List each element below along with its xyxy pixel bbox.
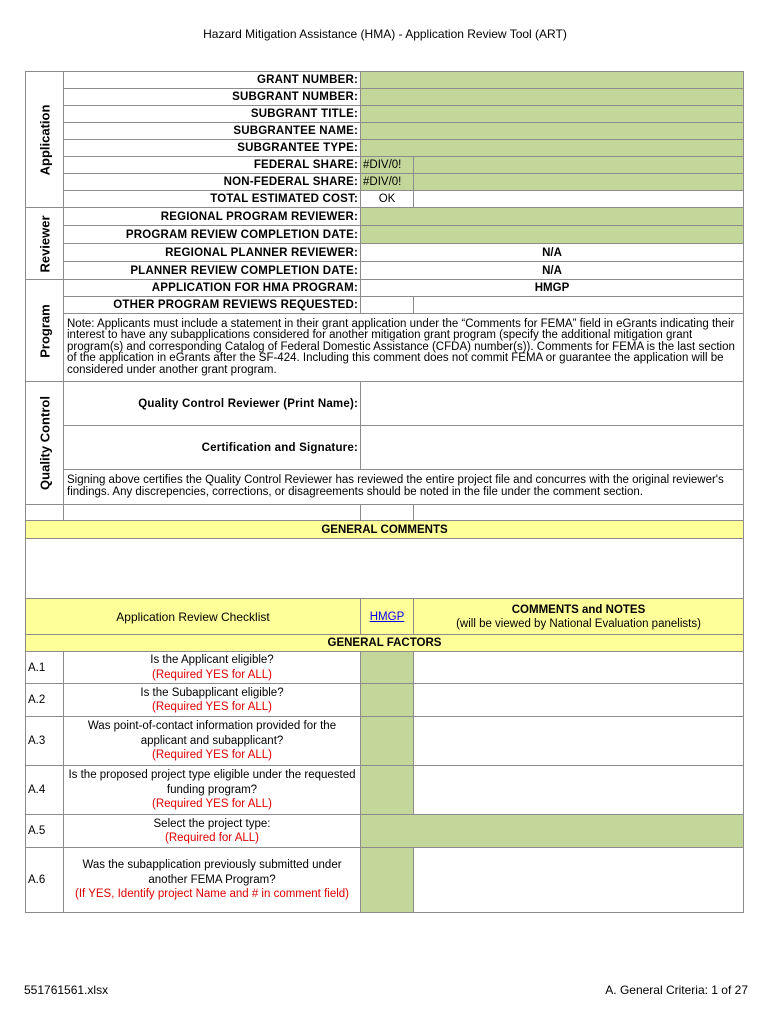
qc-reviewer-label: Quality Control Reviewer (Print Name): [64,382,361,426]
planner-review-date-value: N/A [361,262,744,280]
item-id: A.5 [26,815,64,848]
planner-review-date-label: PLANNER REVIEW COMPLETION DATE: [64,262,361,280]
checklist-header: Application Review Checklist [26,599,361,635]
item-id: A.4 [26,766,64,815]
federal-share-value: #DIV/0! [361,157,414,174]
checklist-program-cell [361,599,414,635]
program-review-date-field[interactable] [361,226,744,244]
item-id: A.1 [26,652,64,684]
qc-certify-text: Signing above certifies the Quality Control Reviewer has reviewed the entire project file and concurres with the original reviewer's findings. Any discrepencies, corrections, or disagreements should be noted in the file under the comment section. [64,470,744,505]
qc-reviewer-field[interactable] [361,382,744,426]
spacer-cell-4 [414,505,744,521]
checklist-row [26,717,744,766]
checklist-row [26,815,744,848]
checklist-row [26,848,744,913]
subgrantee-name-field[interactable] [361,123,744,140]
item-comment-field[interactable] [414,766,744,815]
regional-planner-reviewer-value: N/A [361,244,744,262]
subgrant-number-label: SUBGRANT NUMBER: [64,89,361,106]
checklist-row [26,652,744,684]
item-id: A.3 [26,717,64,766]
item-answer-field[interactable] [361,684,414,717]
general-factors-header: GENERAL FACTORS [26,635,744,652]
checklist-row [26,766,744,815]
section-application: Application [26,72,64,208]
item-comment-field[interactable] [414,652,744,684]
non-federal-share-extra [414,174,744,191]
subgrantee-name-label: SUBGRANTEE NAME: [64,123,361,140]
item-comment-field[interactable] [414,684,744,717]
item-id: A.2 [26,684,64,717]
subgrantee-type-label: SUBGRANTEE TYPE: [64,140,361,157]
footer-page-number: A. General Criteria: 1 of 27 [605,983,748,997]
regional-program-reviewer-field[interactable] [361,208,744,226]
project-type-select[interactable] [361,815,744,848]
item-question: Is the proposed project type eligible under the requested funding program? (Required YES for ALL) [64,766,361,815]
item-comment-field[interactable] [414,848,744,913]
section-program: Program [26,280,64,382]
footer-filename: 551761561.xlsx [24,983,109,997]
item-question: Was point-of-contact information provided for the applicant and subapplicant? (Required YES for ALL) [64,717,361,766]
grant-number-label: GRANT NUMBER: [64,72,361,89]
program-link[interactable]: HMGP [369,610,405,623]
total-cost-extra [414,191,744,208]
item-question: Is the Subapplicant eligible? (Required YES for ALL) [64,684,361,717]
regional-program-reviewer-label: REGIONAL PROGRAM REVIEWER: [64,208,361,226]
program-note: Note: Applicants must include a statement in their grant application under the “Comments for FEMA” field in eGrants indicating their interest to have any subapplications considered for another mitigation grant program (specify the additional mitigation grant program(s) and corresponding Catalog of Federal Domestic Assistance (CFDA) number(s)). Comments for FEMA is the last section of the application in eGrants after the SF-424. Including this comment does not commit FEMA or guarantee the application will be considered under another grant program. [64,314,744,382]
subgrant-title-field[interactable] [361,106,744,123]
total-cost-label: TOTAL ESTIMATED COST: [64,191,361,208]
hma-program-label: APPLICATION FOR HMA PROGRAM: [64,280,361,297]
subgrantee-type-field[interactable] [361,140,744,157]
checklist-row [26,684,744,717]
item-id: A.6 [26,848,64,913]
section-quality-control: Quality Control [26,382,64,505]
general-comments-header: GENERAL COMMENTS [26,521,744,539]
section-reviewer: Reviewer [26,208,64,280]
item-question: Was the subapplication previously submitted under another FEMA Program? (If YES, Identify project Name and # in comment field) [64,848,361,913]
spacer-cell-2 [64,505,361,521]
item-answer-field[interactable] [361,652,414,684]
total-cost-value: OK [361,191,414,208]
qc-signature-field[interactable] [361,426,744,470]
non-federal-share-value: #DIV/0! [361,174,414,191]
other-reviews-field-1[interactable] [361,297,414,314]
grant-number-field[interactable] [361,72,744,89]
spacer-cell-3 [361,505,414,521]
comments-notes-header [414,599,744,635]
review-sheet [25,71,744,913]
comments-notes-title: COMMENTS and NOTES [511,603,646,616]
federal-share-label: FEDERAL SHARE: [64,157,361,174]
item-answer-field[interactable] [361,766,414,815]
regional-planner-reviewer-label: REGIONAL PLANNER REVIEWER: [64,244,361,262]
qc-signature-label: Certification and Signature: [64,426,361,470]
hma-program-value: HMGP [361,280,744,297]
non-federal-share-label: NON-FEDERAL SHARE: [64,174,361,191]
item-comment-field[interactable] [414,717,744,766]
item-question: Select the project type: (Required for ALL) [64,815,361,848]
program-review-date-label: PROGRAM REVIEW COMPLETION DATE: [64,226,361,244]
subgrant-number-field[interactable] [361,89,744,106]
other-reviews-label: OTHER PROGRAM REVIEWS REQUESTED: [64,297,361,314]
subgrant-title-label: SUBGRANT TITLE: [64,106,361,123]
item-answer-field[interactable] [361,717,414,766]
item-answer-field[interactable] [361,848,414,913]
comments-notes-subtitle: (will be viewed by National Evaluation panelists) [456,617,701,630]
general-comments-field[interactable] [26,539,744,599]
federal-share-extra [414,157,744,174]
spacer-cell-1 [26,505,64,521]
page-title: Hazard Mitigation Assistance (HMA) - Application Review Tool (ART) [203,27,567,41]
item-question: Is the Applicant eligible? (Required YES for ALL) [64,652,361,684]
other-reviews-field-2[interactable] [414,297,744,314]
